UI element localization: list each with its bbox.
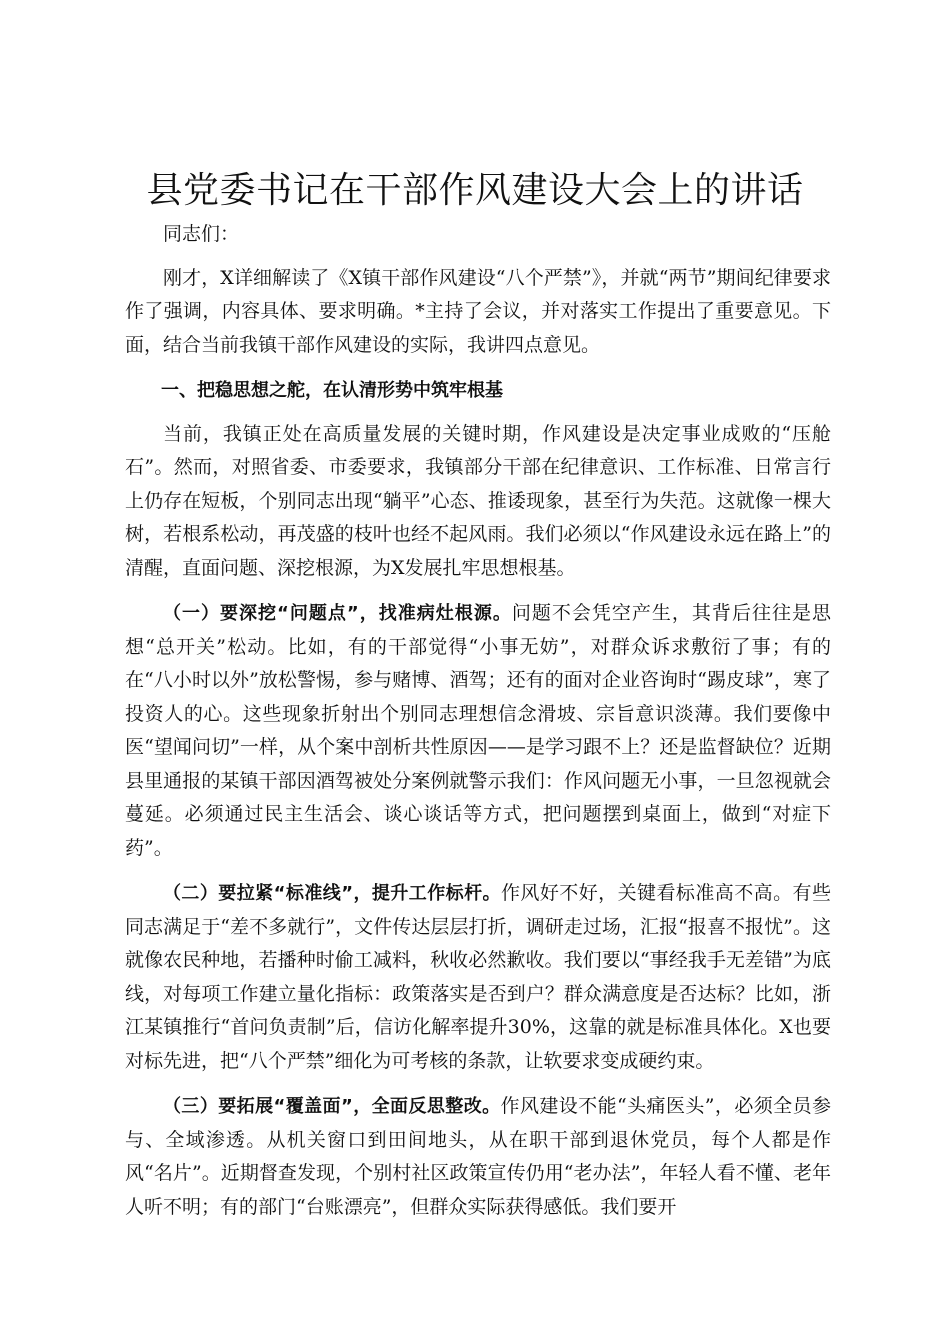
- section-heading-1: 一、把稳思想之舵，在认清形势中筑牢根基: [161, 380, 503, 401]
- subsection-text-1: 问题不会凭空产生，其背后往往是思想“总开关”松动。比如，有的干部觉得“小事无妨”，对群众诉求敷衍了事；有的在“八小时以外”放松警惕，参与赌博、酒驾；还有的面对企业咨询时“踢皮球”，寒了投资人的心。这些现象折射出个别同志理想信念滑坡、宗旨意识淡薄。我们要像中医“望闻问切”一样，从个案中剖析共性原因——是学习跟不上？还是监督缺位？近期县里通报的某镇干部因酒驾被处分案例就警示我们：作风问题无小事，一旦忽视就会蔓延。必须通过民主生活会、谈心谈话等方式，把问题摆到桌面上，做到“对症下药”。: [125, 602, 831, 859]
- paragraph-subsection-3: [125, 1090, 831, 1224]
- paragraph-subsection-2: [125, 877, 831, 1078]
- subsection-lead-1: （一）要深挖“问题点”，找准病灶根源。: [163, 603, 512, 624]
- greeting: 同志们：: [163, 223, 240, 245]
- document-title: 县党委书记在干部作风建设大会上的讲话: [146, 170, 804, 211]
- subsection-text-2: 作风好不好，关键看标准高不高。有些同志满足于“差不多就行”，文件传达层层打折，调研走过场，汇报“报喜不报忧”。这就像农民种地，若播种时偷工减料，秋收必然歉收。我们要以“事经我手无差错”为底线，对每项工作建立量化指标：政策落实是否到户？群众满意度是否达标？比如，浙江某镇推行“首问负责制”后，信访化解率提升30%，这靠的就是标准具体化。X也要对标先进，把“八个严禁”细化为可考核的条款，让软要求变成硬约束。: [125, 882, 831, 1072]
- subsection-text-3: 作风建设不能“头痛医头”，必须全员参与、全域渗透。从机关窗口到田间地头，从在职干部到退休党员，每个人都是作风“名片”。近期督查发现，个别村社区政策宣传仍用“老办法”，年轻人看不懂、老年人听不明；有的部门“台账漂亮”，但群众实际获得感低。我们要开: [125, 1095, 831, 1218]
- subsection-lead-3: （三）要拓展“覆盖面”，全面反思整改。: [163, 1096, 501, 1117]
- paragraph-situation: 当前，我镇正处在高质量发展的关键时期，作风建设是决定事业成败的“压舱石”。然而，对照省委、市委要求，我镇部分干部在纪律意识、工作标准、日常言行上仍存在短板，个别同志出现“躺平”心态、推诿现象，甚至行为失范。这就像一棵大树，若根系松动，再茂盛的枝叶也经不起风雨。我们必须以“作风建设永远在路上”的清醒，直面问题、深挖根源，为X发展扎牢思想根基。: [125, 422, 831, 579]
- paragraph-subsection-1: [125, 597, 831, 865]
- subsection-lead-2: （二）要拉紧“标准线”，提升工作标杆。: [163, 883, 501, 904]
- paragraph-intro: 刚才，X详细解读了《X镇干部作风建设“八个严禁”》，并就“两节”期间纪律要求作了强调，内容具体、要求明确。*主持了会议，并对落实工作提出了重要意见。下面，结合当前我镇干部作风建设的实际，我讲四点意见。: [125, 266, 831, 356]
- document-body: [125, 218, 831, 1236]
